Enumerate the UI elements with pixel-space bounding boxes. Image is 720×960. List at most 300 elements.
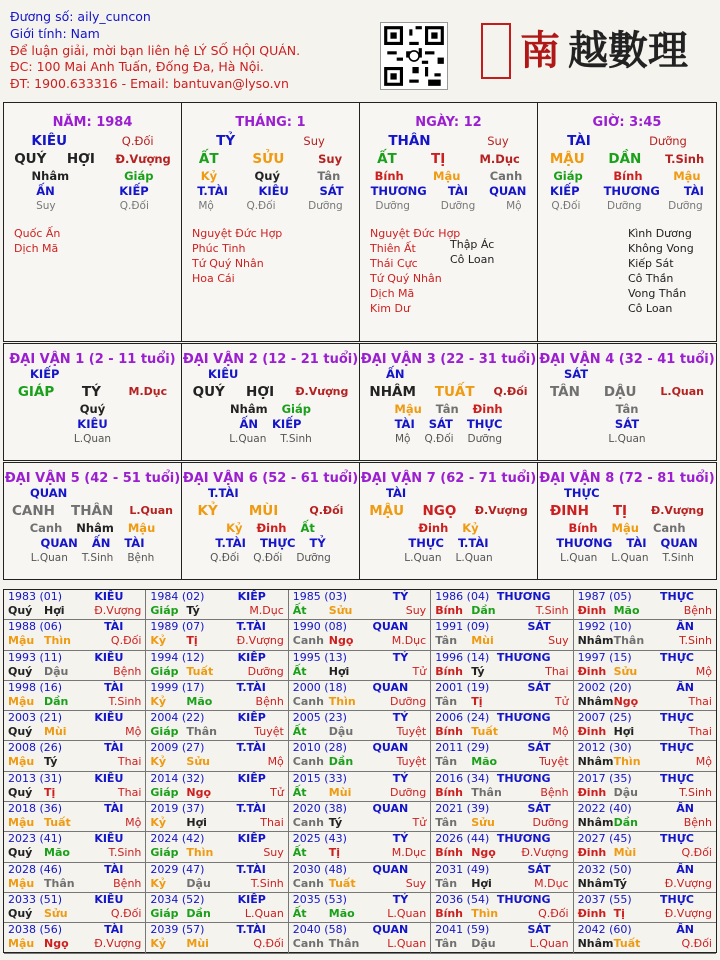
pillar-stage-row [360,199,537,214]
dv-can-chi-row [360,501,537,521]
year-label: 2003 (21) [8,711,63,725]
pillar-god: ẤN [36,184,55,198]
year-god: TÀI [104,741,124,755]
year-can: Giáp [150,664,179,678]
year-god: TÀI [104,862,124,876]
year-chi: Mùi [471,634,494,648]
year-god: SÁT [527,680,551,694]
year-can: Tân [435,937,458,951]
year-cell [431,923,573,953]
year-cell [431,863,573,893]
dv-stage-row [538,551,716,566]
year-god: QUAN [372,923,409,937]
year-line-2 [8,725,145,739]
pillar-chi-status: T.Sinh [665,152,705,166]
year-cell [574,620,716,650]
year-line-1 [435,802,572,816]
year-can: Nhâm [577,634,614,648]
pillar-title: NGÀY: 12 [415,115,482,130]
dv-hidden-stem: Canh [29,521,63,535]
year-line-2 [150,907,287,921]
year-line-2 [578,725,716,739]
year-line-1 [578,651,716,665]
dv-hidden-row [538,521,716,536]
year-cell [289,681,431,711]
year-line-1 [8,893,145,907]
year-stage: Tuyệt [538,755,569,769]
pillar-stage: Dưỡng [440,200,476,212]
pillar-god: THƯƠNG [370,184,427,198]
year-line-1 [435,590,572,604]
year-line-2 [293,665,430,679]
year-stage: Đ.Vượng [94,937,142,951]
year-chi: Mùi [186,937,209,951]
year-line-2 [435,786,572,800]
year-god: THỰC [660,892,694,906]
year-chi: Dần [328,755,354,769]
pillar-stage: Q.Đối [551,200,581,212]
year-line-1 [578,863,716,877]
year-can: Giáp [150,785,179,799]
year-line-1 [435,863,572,877]
year-stage: Tuyệt [254,725,284,739]
dv-stage-row [360,432,537,447]
year-cell [289,802,431,832]
dv-chi: MÙI [248,503,279,519]
star: Vong Thần [628,287,687,300]
year-god: KIẾP [237,771,266,785]
year-line-1 [435,832,572,846]
year-chi: Tuất [328,876,356,890]
year-cell [146,832,288,862]
year-line-2 [435,755,572,769]
dai-van-1 [4,344,182,460]
year-chi: Tuất [613,937,641,951]
year-god: ẤN [676,923,694,937]
dv-god-row [538,417,716,432]
year-line-2 [293,877,430,891]
year-cell [4,741,146,771]
year-label: 2005 (23) [292,711,347,725]
year-cell [4,620,146,650]
pillar-stage: Q.Đối [246,200,276,212]
dv-can: MẬU [369,503,405,519]
pillar-god-row [182,184,359,199]
year-label: 1996 (14) [435,650,490,664]
year-stage: Suy [548,634,569,648]
star: Phúc Tinh [192,242,246,255]
year-chi: Ngọ [471,846,496,860]
year-god: QUAN [372,862,409,876]
dv-stage: L.Quan [560,552,598,564]
year-line-2 [578,786,716,800]
year-stage: Q.Đối [253,937,284,951]
pillar-top-row [360,134,537,149]
contact-line-2: ĐC: 100 Mai Anh Tuấn, Đống Đa, Hà Nội. [10,59,264,75]
year-line-2 [578,937,716,951]
year-chi: Tị [471,694,483,708]
year-chi: Tý [44,755,58,769]
dv-god: ẤN [91,536,111,550]
dv-can: TÂN [549,384,580,400]
year-label: 2015 (33) [292,771,347,785]
year-stage: Mộ [125,725,142,739]
year-god: QUAN [372,620,409,634]
year-label: 1998 (16) [8,680,63,694]
pillar-hidden-row [182,169,359,184]
pillar-can-chi-row [182,149,359,169]
year-god: ẤN [676,620,694,634]
year-god: ẤN [676,862,694,876]
pillar-chi: HỢI [66,151,95,167]
year-chi: Hợi [471,876,492,890]
year-cell [4,802,146,832]
year-can: Quý [8,725,33,739]
year-can: Giáp [150,906,179,920]
year-line-1 [435,651,572,665]
pillar-top-row [538,134,716,149]
year-line-1 [8,923,145,937]
year-stage: Đ.Vượng [664,876,712,890]
dai-van-5 [4,463,182,579]
year-god: TỶ [392,771,409,785]
dv-god: ẤN [239,417,259,431]
year-label: 2000 (18) [292,680,347,694]
dv-stage: L.Quan [229,433,267,445]
dv-top: QUAN [30,486,68,500]
year-label: 1995 (13) [292,650,347,664]
year-label: 2030 (48) [292,862,347,876]
year-stage: Thai [545,664,569,678]
year-label: 1994 (12) [150,650,205,664]
pillar-hidden-stem: Kỷ [200,169,218,183]
dai-van-4 [538,344,716,460]
year-can: Mậu [8,634,35,648]
year-line-1 [578,711,716,725]
owner-name: Đương số: aily_cuncon [10,9,151,24]
dv-god-row [182,536,359,551]
year-chi: Dậu [186,876,211,890]
pillar-god: THƯƠNG [603,184,660,198]
year-label: 2027 (45) [577,832,632,846]
year-stage: M.Dục [249,604,284,617]
year-cell [431,711,573,741]
year-label: 2022 (40) [577,802,632,816]
year-line-1 [150,893,287,907]
year-chi: Dậu [44,664,69,678]
year-god: THỰC [660,832,694,846]
year-line-2 [578,665,716,679]
dv-hidden-row [4,402,181,417]
year-line-2 [435,634,572,648]
year-line-2 [435,665,572,679]
year-cell [146,863,288,893]
dv-hidden-stem: Tân [435,402,459,416]
pillar-hidden-stem: Nhâm [31,169,70,183]
year-cell [431,681,573,711]
dv-hidden-stem: Đinh [418,521,449,535]
year-can: Mậu [8,755,35,769]
dai-van-title: ĐẠI VẬN 7 (62 - 71 tuổi) [360,471,537,486]
pillar-chi-status: M.Dục [479,152,520,166]
year-chi: Thân [186,725,217,739]
year-chi: Sửu [44,906,68,920]
year-cell [146,741,288,771]
dv-god: SÁT [428,417,453,431]
dv-chi-status: M.Dục [128,385,168,398]
year-cell [4,651,146,681]
year-line-2 [293,816,430,830]
year-god: KIẾP [237,832,266,846]
year-label: 2029 (47) [150,862,205,876]
dv-chi: TÝ [81,384,101,400]
year-label: 2004 (22) [150,711,205,725]
year-line-2 [578,695,716,709]
pillar-can-chi-row [538,149,716,169]
dv-god: KIÊU [77,417,108,431]
year-god: T.TÀI [236,862,266,876]
year-cell [289,651,431,681]
year-stage: Q.Đối [538,906,569,920]
pillar-1 [182,103,360,341]
year-chi: Mão [328,906,355,920]
dv-stage-row [360,551,537,566]
dv-stage-row [182,432,359,447]
year-cell [4,681,146,711]
year-line-2 [8,695,145,709]
header [10,9,300,93]
year-god: T.TÀI [236,741,266,755]
year-label: 2021 (39) [435,802,490,816]
pillar-top-label: TÀI [567,133,591,149]
dai-van-7 [360,463,538,579]
year-label: 1983 (01) [8,590,63,603]
year-chi: Thân [613,634,645,648]
year-can: Tân [435,755,458,769]
dv-top-row [4,486,181,501]
dv-chi: HỢI [246,384,275,400]
year-label: 2033 (51) [8,892,63,906]
year-chi: Tý [328,816,343,830]
year-stage: M.Dục [391,634,427,648]
dv-stage-row [182,551,359,566]
year-label: 2032 (50) [577,862,632,876]
year-god: T.TÀI [236,680,266,694]
year-god: TÀI [104,620,124,634]
year-cell [146,620,288,650]
year-god: ẤN [676,802,694,816]
year-chi: Tị [186,634,198,648]
star: Thái Cực [370,257,418,270]
year-line-2 [435,937,572,951]
dv-god: TÀI [626,536,647,550]
year-god: SÁT [527,802,551,816]
year-line-1 [150,863,287,877]
dai-van-3 [360,344,538,460]
pillar-hidden-stem: Tân [317,169,341,183]
year-cell [4,893,146,923]
dv-can-chi-row [4,382,181,402]
year-god: ẤN [676,680,694,694]
year-god: QUAN [372,680,409,694]
year-cell [574,923,716,953]
dv-can: KỶ [197,503,218,519]
dv-stage: Q.Đối [253,552,283,564]
year-god: KIẾP [237,711,266,725]
pillar-can: MẬU [549,151,585,167]
year-chi: Thìn [328,694,356,708]
year-chi: Mão [44,846,70,860]
year-line-2 [578,907,716,921]
year-line-2 [435,907,572,921]
dv-can-chi-row [538,501,716,521]
year-stage: Q.Đối [110,634,142,648]
year-line-2 [8,937,145,951]
year-chi: Tuất [186,664,214,678]
year-cell [146,711,288,741]
dv-hidden-stem: Canh [652,521,686,535]
year-line-2 [8,907,145,921]
dai-van-row-1 [3,343,717,461]
year-cell [574,651,716,681]
year-can: Ất [292,906,307,920]
pillar-stage: Dưỡng [308,200,343,212]
dv-top: ẤN [386,367,405,381]
year-line-1 [435,772,572,786]
year-line-1 [150,802,287,816]
dv-top: TÀI [386,486,407,500]
year-label: 2012 (30) [577,741,632,755]
year-can: Bính [435,664,464,678]
year-cell [574,772,716,802]
year-god: SÁT [527,620,551,634]
year-stage: Suy [263,846,284,860]
dv-chi: TUẤT [434,384,475,400]
dv-top: THỰC [564,486,600,500]
year-chi: Mão [471,755,498,769]
year-chi: Hợi [328,664,350,678]
year-line-2 [8,786,145,800]
year-label: 2018 (36) [8,802,63,816]
year-line-2 [293,604,430,618]
year-line-2 [150,816,287,830]
year-cell [431,620,573,650]
year-can: Bính [435,725,464,739]
year-cell [146,802,288,832]
year-label: 2014 (32) [150,771,205,785]
year-god: TÀI [104,802,124,816]
year-can: Mậu [8,816,35,830]
year-cell [574,590,716,620]
year-line-1 [435,620,572,634]
year-cell [574,711,716,741]
pillar-god-row [538,184,716,199]
year-can: Bính [435,785,464,799]
year-line-1 [150,772,287,786]
year-line-1 [293,893,430,907]
year-line-2 [150,665,287,679]
pillar-top-status: Suy [303,134,325,148]
year-can: Canh [292,634,324,648]
year-line-1 [293,620,430,634]
year-god: KIÊU [94,832,124,846]
year-can: Bính [435,846,464,860]
dv-stage: T.Sinh [280,433,312,445]
dv-hidden-stem: Mậu [127,521,156,535]
year-god: KIẾP [237,892,266,906]
year-label: 2016 (34) [435,771,490,785]
year-line-1 [435,711,572,725]
year-chi: Hợi [44,604,65,617]
dv-god-row [182,417,359,432]
year-line-1 [578,802,716,816]
year-can: Canh [292,755,324,769]
year-stage: Mộ [695,755,712,769]
year-label: 2023 (41) [8,832,63,846]
year-line-2 [293,695,430,709]
year-chi: Tị [328,846,341,860]
year-stage: T.Sinh [535,604,569,617]
dv-can-chi-row [538,382,716,402]
dv-stage: Dưỡng [467,433,503,445]
star: Hoa Cái [192,272,235,285]
year-stage: T.Sinh [108,694,142,708]
star: Tứ Quý Nhân [192,257,264,270]
gender: Giới tính: Nam [10,25,100,41]
pillar-can-chi-row [360,149,537,169]
dv-hidden-stem: Kỷ [462,521,479,535]
pillar-god: TÀI [683,184,704,198]
year-cell [289,893,431,923]
year-line-1 [8,590,145,604]
year-line-1 [150,832,287,846]
year-can: Mậu [8,694,35,708]
year-chi: Dần [471,604,496,617]
year-chi: Sửu [613,664,638,678]
year-chi: Sửu [186,755,210,769]
year-label: 2013 (31) [8,771,63,785]
dv-hidden-stem: Kỷ [226,521,243,535]
pillar-hidden-stem: Canh [489,169,523,183]
dv-god: TỶ [309,536,326,550]
dv-god: QUAN [40,536,78,550]
dai-van-title: ĐẠI VẬN 5 (42 - 51 tuổi) [4,471,181,486]
pillar-stage: Dưỡng [375,200,410,212]
year-stage: Mộ [552,725,569,739]
year-can: Ất [292,664,307,678]
pillar-stage: Mộ [506,200,522,212]
star: Cô Loan [628,302,673,315]
year-chi: Ngọ [186,785,212,799]
year-label: 2040 (58) [292,923,347,937]
year-line-2 [150,877,287,891]
dv-stage: L.Quan [30,552,68,564]
year-stage: Suy [405,876,427,890]
star: Thập Ác [450,238,495,251]
contact-line-1: Để luận giải, mời bạn liên hệ LÝ SỐ HỘI QUÁN. [10,42,301,58]
year-line-2 [150,725,287,739]
year-chi: Dần [44,694,69,708]
pillar-chi-status: Đ.Vượng [115,152,171,166]
year-can: Quý [8,846,33,860]
year-can: Kỷ [150,816,167,830]
pillar-stage-row [538,199,716,214]
year-chi: Dần [613,816,638,830]
dv-can: NHÂM [369,384,416,400]
year-cell [146,923,288,953]
dv-hidden-row [182,521,359,536]
dai-van-title: ĐẠI VẬN 8 (72 - 81 tuổi) [539,471,715,486]
